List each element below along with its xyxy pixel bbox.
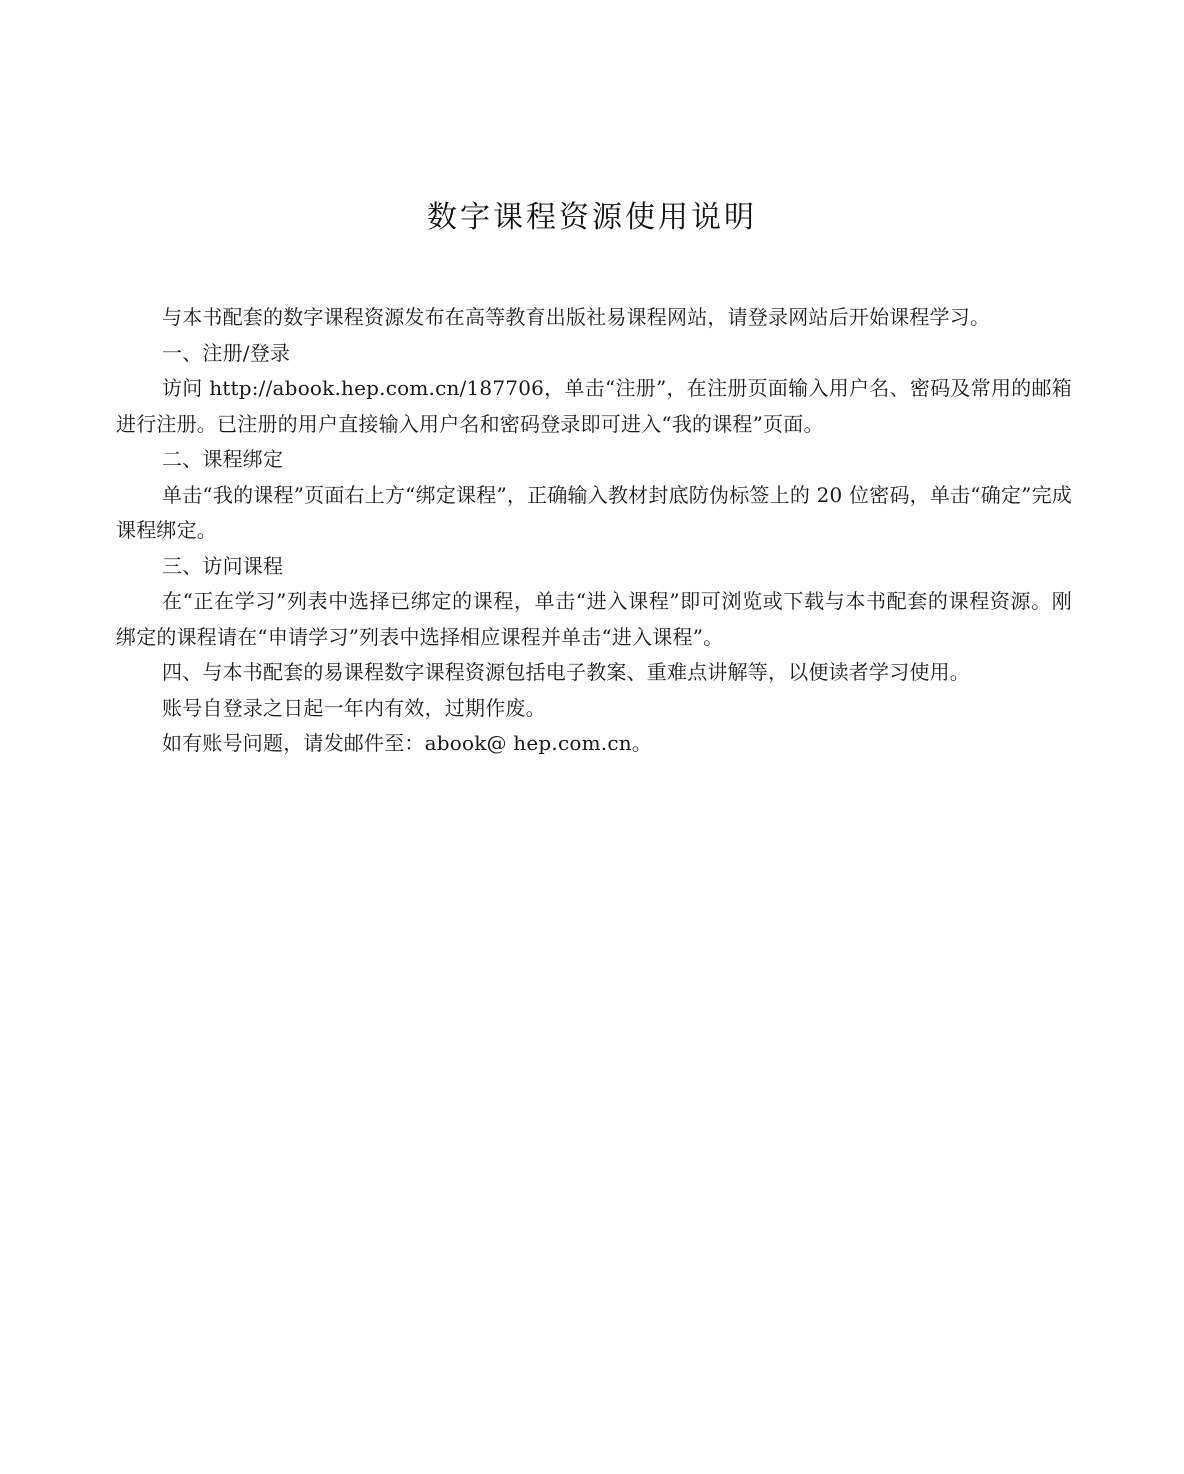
register-paragraph: 访问 http://abook.hep.com.cn/187706，单击“注册”，在注册页面输入用户名、密码及常用的邮箱进行注册。已注册的用户直接输入用户名和密码登录即可进入“我的课程”页面。: [116, 376, 1072, 436]
contact-paragraph: 如有账号问题，请发邮件至：abook@ hep.com.cn。: [162, 731, 653, 755]
section-heading-bind: 二、课程绑定: [162, 447, 284, 471]
validity-paragraph: 账号自登录之日起一年内有效，过期作废。: [162, 695, 546, 720]
intro-paragraph: 与本书配套的数字课程资源发布在高等教育出版社易课程网站，请登录网站后开始课程学习。: [162, 305, 991, 329]
section-heading-access: 三、访问课程: [162, 553, 284, 578]
resources-paragraph: 四、与本书配套的易课程数字课程资源包括电子教案、重难点讲解等，以便读者学习使用。: [162, 660, 970, 684]
bind-paragraph: 单击“我的课程”页面右上方“绑定课程”，正确输入教材封底防伪标签上的 20 位密码，单击“确定”完成课程绑定。: [116, 482, 1072, 542]
instructions-body: [116, 300, 1072, 762]
page-title: 数字课程资源使用说明: [427, 200, 757, 235]
access-paragraph: 在“正在学习”列表中选择已绑定的课程，单击“进入课程”即可浏览或下载与本书配套的课程资源。刚绑定的课程请在“申请学习”列表中选择相应课程并单击“进入课程”。: [116, 589, 1072, 649]
section-heading-register: 一、注册/登录: [162, 340, 291, 365]
